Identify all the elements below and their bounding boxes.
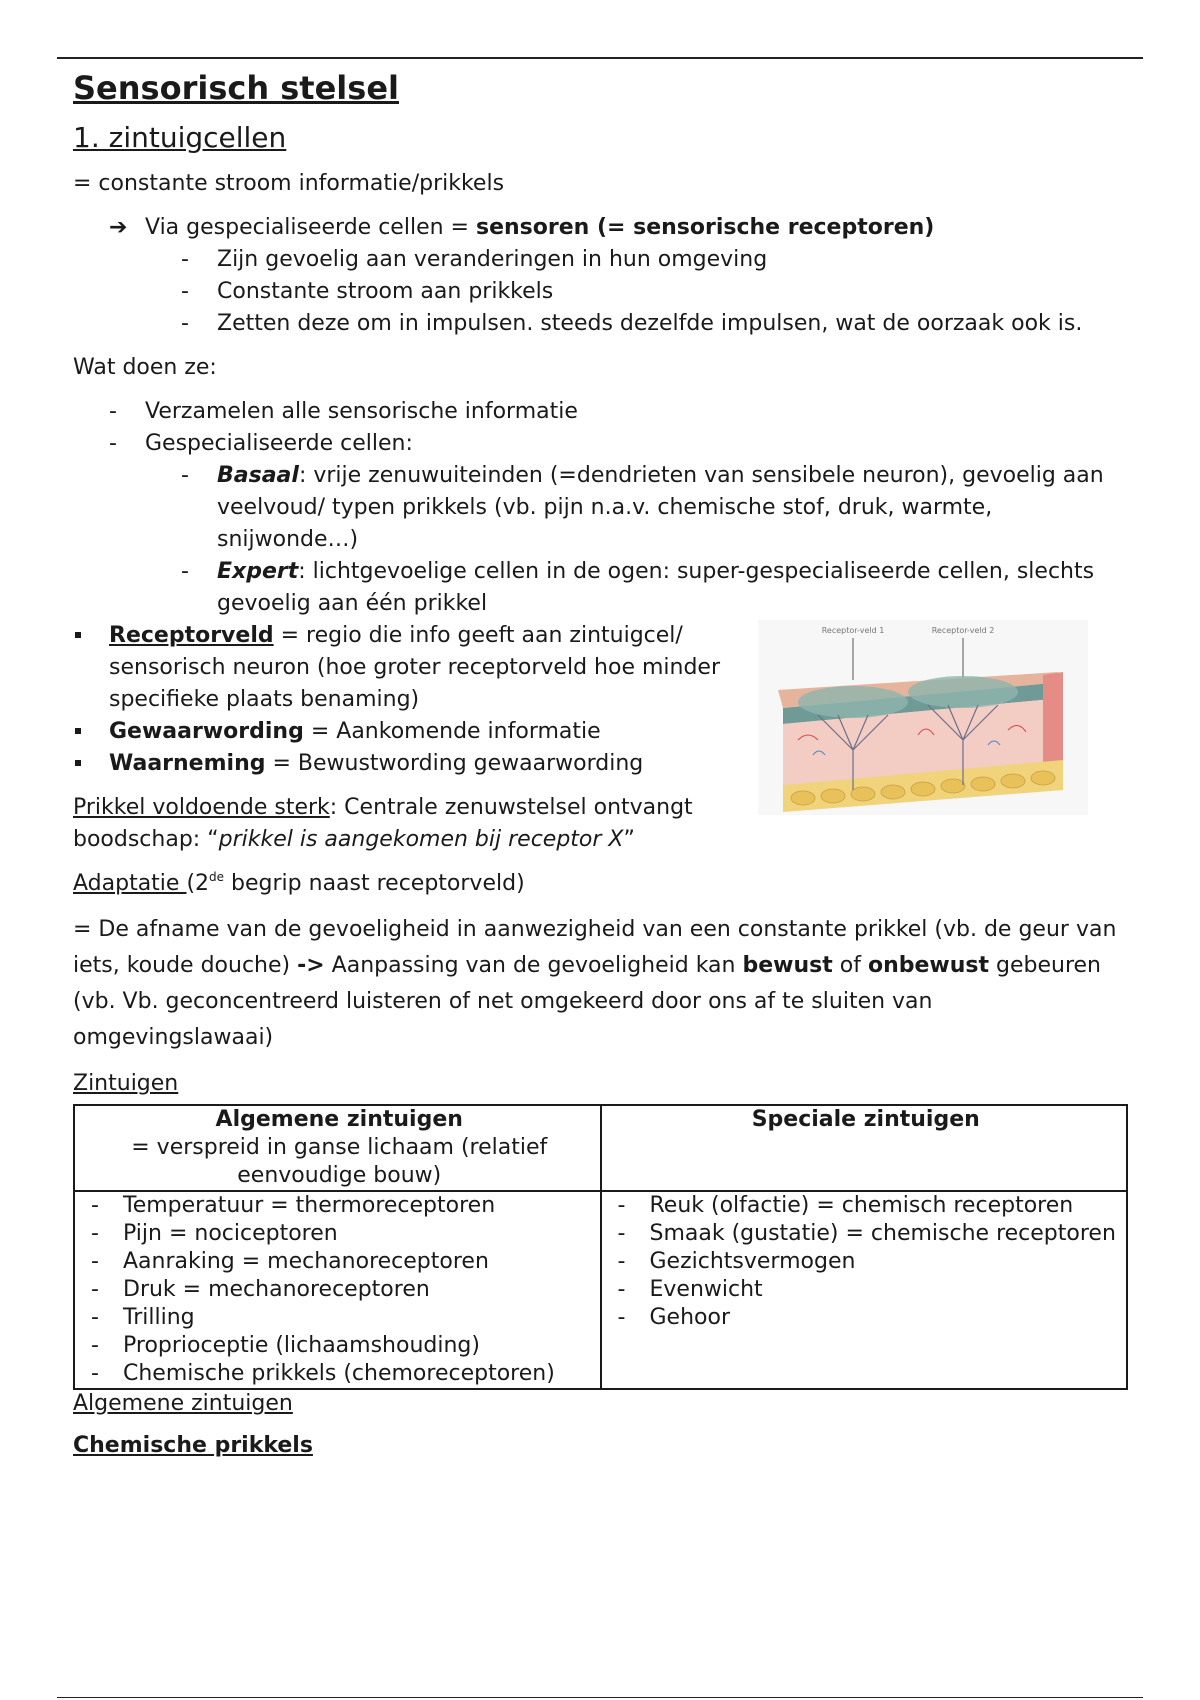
adaptatie-sup: de (209, 870, 225, 884)
list-item: - Gehoor (606, 1304, 1127, 1332)
bewust-term: bewust (742, 953, 833, 978)
receptorveld-text: = regio die info geeft aan zintuigcel/ sensorisch neuron (hoe groter receptorveld hoe minder specifieke plaats benaming) (109, 623, 721, 712)
zintuigen-heading: Zintuigen (73, 1071, 179, 1096)
list-item: - Chemische prikkels (chemoreceptoren) (79, 1360, 600, 1388)
gewaarwording-term: Gewaarwording (109, 719, 304, 744)
receptor-field-2 (908, 676, 1018, 708)
col-header-algemene (74, 1105, 601, 1191)
definitions-list (73, 620, 733, 780)
prikkel-quote: prikkel is aangekomen bij receptor X (218, 827, 624, 852)
col2-title: Speciale zintuigen (751, 1107, 980, 1132)
prikkel-term: Prikkel voldoende sterk (73, 795, 330, 820)
table-row (74, 1191, 1127, 1389)
list-item-receptorveld (73, 620, 733, 716)
onbewust-term: onbewust (867, 953, 990, 978)
adaptatie-p3: gebeuren (vb. Vb. geconcentreerd luisteren of net omgekeerd door ons af te sluiten van omgevingslawaai) (73, 953, 1101, 1050)
receptorveld-term: Receptorveld (109, 623, 274, 648)
col1-subtitle: = verspreid in ganse lichaam (relatief eenvoudige bouw) (131, 1135, 548, 1188)
expert-text: : lichtgevoelige cellen in de ogen: super-gespecialiseerde cellen, slechts gevoelig aan één prikkel (217, 559, 1095, 616)
label-receptorveld-1: Receptor-veld 1 (821, 626, 885, 635)
basaal-text: : vrije zenuwuiteinden (=dendrieten van sensibele neuron), gevoelig aan veelvoud/ typen prikkels (vb. pijn n.a.v. chemische stof, druk, warmte, snijwonde…) (217, 463, 1104, 552)
basaal-term: Basaal (217, 463, 299, 488)
list-item: - Druk = mechanoreceptoren (79, 1276, 600, 1304)
list-item: - Smaak (gustatie) = chemische receptoren (606, 1220, 1127, 1248)
list-item-gewaarwording (73, 716, 733, 748)
list-item: - Zetten deze om in impulsen. steeds dezelfde impulsen, wat de oorzaak ook is. (73, 308, 1133, 340)
list-item: - Gespecialiseerde cellen: (73, 428, 1133, 460)
sensoren-sublist (73, 244, 1133, 340)
list-item: - Reuk (olfactie) = chemisch receptoren (606, 1192, 1127, 1220)
top-rule (57, 57, 1143, 59)
sensoren-text: Via gespecialiseerde cellen = (145, 215, 476, 240)
col-header-speciale (601, 1105, 1128, 1191)
receptor-field-1 (798, 686, 908, 718)
gewaarwording-text: = Aankomende informatie (303, 719, 601, 744)
table-header-row (74, 1105, 1127, 1191)
adaptatie-p1: = De afname van de gevoeligheid in aanwezigheid van een constante prikkel (vb. de geur van iets, koude douche) (73, 917, 1117, 978)
adaptatie-of: of (832, 953, 868, 978)
wat-doen-heading: Wat doen ze: (73, 355, 217, 380)
col2-list (606, 1192, 1127, 1332)
expert-term: Expert (217, 559, 299, 584)
list-item: - Verzamelen alle sensorische informatie (73, 396, 1133, 428)
receptorveld-illustration (758, 620, 1088, 815)
cellen-sublist (73, 460, 1133, 620)
prikkel-text: : Centrale zenuwstelsel ontvangt boodschap: “ (73, 795, 693, 852)
prikkel-paragraph (73, 792, 733, 856)
waarneming-text: = Bewustwording gewaarwording (265, 751, 644, 776)
prikkel-end: ” (623, 827, 635, 852)
adaptatie-post: begrip naast receptorveld) (224, 871, 525, 896)
algemene-heading: Algemene zintuigen (73, 1391, 293, 1416)
chemische-heading: Chemische prikkels (73, 1433, 313, 1458)
col1-list (79, 1192, 600, 1388)
adaptatie-p2: Aanpassing van de gevoeligheid kan (324, 953, 743, 978)
list-item: - Constante stroom aan prikkels (73, 276, 1133, 308)
adaptatie-term: Adaptatie (73, 871, 187, 896)
list-item: - Zijn gevoelig aan veranderingen in hun omgeving (73, 244, 1133, 276)
label-receptorveld-2: Receptor-veld 2 (931, 626, 995, 635)
list-item: - Evenwicht (606, 1276, 1127, 1304)
arrow-icon: ➔ (109, 215, 128, 240)
adaptatie-paragraph (73, 912, 1133, 1056)
zintuigen-table (73, 1104, 1128, 1390)
adaptatie-arrow: -> (297, 953, 325, 978)
sensoren-line (73, 212, 1133, 244)
section-heading-zintuigcellen: 1. zintuigcellen (73, 121, 287, 154)
list-item-waarneming (73, 748, 733, 780)
adaptatie-pre: (2 (186, 871, 210, 896)
section-intro: = constante stroom informatie/prikkels (73, 171, 505, 196)
list-item: - Gezichtsvermogen (606, 1248, 1127, 1276)
page-title: Sensorisch stelsel (73, 69, 399, 107)
col1-title: Algemene zintuigen (215, 1107, 463, 1132)
list-item-expert (73, 556, 1133, 620)
col2-cell (601, 1191, 1128, 1389)
list-item: - Temperatuur = thermoreceptoren (79, 1192, 600, 1220)
waarneming-term: Waarneming (109, 751, 266, 776)
list-item: - Trilling (79, 1304, 600, 1332)
sensoren-bold: sensoren (= sensorische receptoren) (475, 215, 935, 240)
wat-doen-list (73, 396, 1133, 460)
list-item: - Aanraking = mechanoreceptoren (79, 1248, 600, 1276)
list-item-basaal (73, 460, 1133, 556)
adaptatie-heading (73, 868, 1133, 900)
col1-cell (74, 1191, 601, 1389)
list-item: - Pijn = nociceptoren (79, 1220, 600, 1248)
list-item: - Proprioceptie (lichaamshouding) (79, 1332, 600, 1360)
bottom-rule (57, 1697, 1143, 1698)
